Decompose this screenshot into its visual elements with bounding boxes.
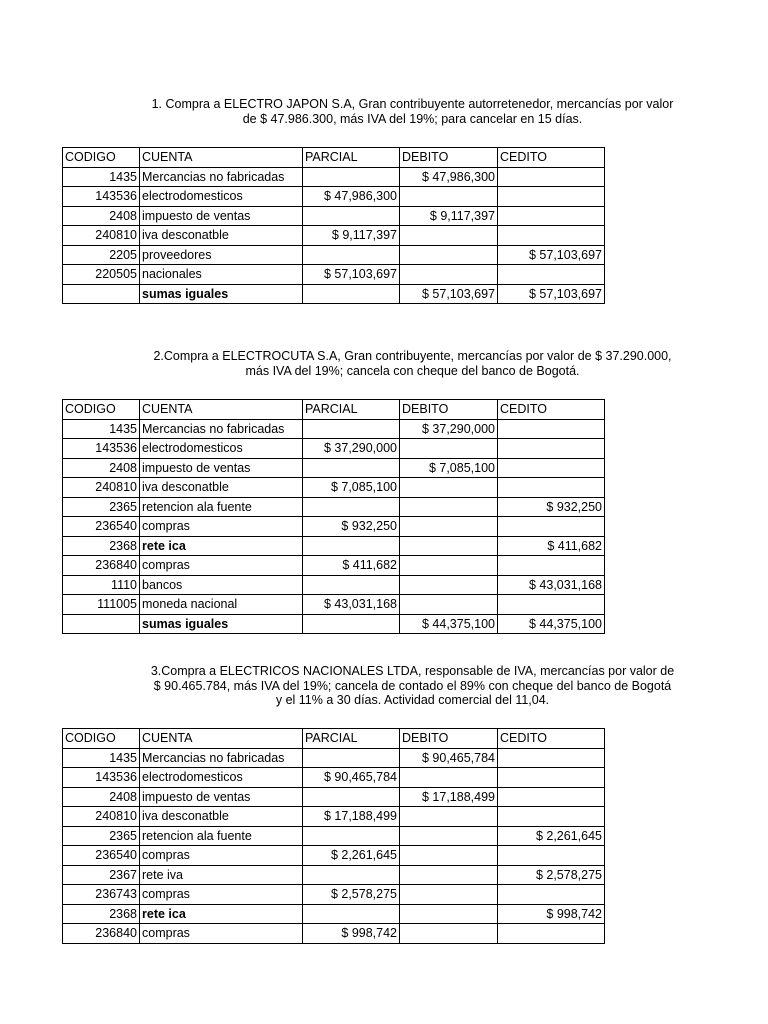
table-row xyxy=(63,497,605,517)
cell-codigo: 111005 xyxy=(63,595,140,615)
cell-parcial: $ 17,188,499 xyxy=(303,807,400,827)
cell-credito xyxy=(498,206,605,226)
cell-debito xyxy=(400,846,498,866)
cell-codigo: 2205 xyxy=(63,245,140,265)
cell-credito xyxy=(498,787,605,807)
table-header-row xyxy=(63,400,605,420)
cell-debito: $ 9,117,397 xyxy=(400,206,498,226)
cell-parcial xyxy=(303,575,400,595)
cell-cuenta: rete ica xyxy=(140,536,303,556)
cell-credito xyxy=(498,748,605,768)
cell-credito: $ 2,578,275 xyxy=(498,865,605,885)
table-row xyxy=(63,748,605,768)
cell-parcial: $ 43,031,168 xyxy=(303,595,400,615)
cell-codigo: 2408 xyxy=(63,787,140,807)
cell-cuenta: Mercancias no fabricadas xyxy=(140,419,303,439)
cell-codigo: 236540 xyxy=(63,846,140,866)
table-row xyxy=(63,458,605,478)
cell-credito: $ 998,742 xyxy=(498,904,605,924)
cell-credito xyxy=(498,478,605,498)
cell-codigo: 220505 xyxy=(63,265,140,285)
cell-codigo: 240810 xyxy=(63,807,140,827)
cell-credito xyxy=(498,226,605,246)
cell-cuenta: retencion ala fuente xyxy=(140,826,303,846)
totals-row xyxy=(63,284,605,304)
cell-parcial: $ 7,085,100 xyxy=(303,478,400,498)
cell-credito: $ 411,682 xyxy=(498,536,605,556)
header-credito: CEDITO xyxy=(498,400,605,420)
cell-cuenta: bancos xyxy=(140,575,303,595)
cell-cuenta: nacionales xyxy=(140,265,303,285)
header-cuenta: CUENTA xyxy=(140,729,303,749)
cell-parcial: $ 9,117,397 xyxy=(303,226,400,246)
cell-codigo: 1435 xyxy=(63,748,140,768)
table-row xyxy=(63,556,605,576)
cell-cuenta: retencion ala fuente xyxy=(140,497,303,517)
cell-debito xyxy=(400,575,498,595)
cell-cuenta: electrodomesticos xyxy=(140,187,303,207)
cell-parcial xyxy=(303,787,400,807)
cell-debito xyxy=(400,536,498,556)
cell-debito xyxy=(400,497,498,517)
entry-3-description: 3.Compra a ELECTRICOS NACIONALES LTDA, responsable de IVA, mercancías por valor de $ 90.465.784, más IVA del 19%; cancela de contado el 89% con cheque del banco de Bogotá y el 11% a 30 días. Actividad comercial del 11,04. xyxy=(150,664,675,707)
cell-parcial xyxy=(303,284,400,304)
cell-debito: $ 47,986,300 xyxy=(400,167,498,187)
cell-debito xyxy=(400,187,498,207)
cell-parcial: $ 2,261,645 xyxy=(303,846,400,866)
cell-parcial xyxy=(303,167,400,187)
cell-codigo: 2365 xyxy=(63,497,140,517)
cell-cuenta: iva desconatble xyxy=(140,226,303,246)
cell-codigo: 240810 xyxy=(63,226,140,246)
cell-parcial xyxy=(303,497,400,517)
cell-credito: $ 57,103,697 xyxy=(498,245,605,265)
cell-credito: $ 57,103,697 xyxy=(498,284,605,304)
cell-codigo xyxy=(63,284,140,304)
table-row xyxy=(63,575,605,595)
cell-codigo: 2408 xyxy=(63,458,140,478)
cell-parcial: $ 47,986,300 xyxy=(303,187,400,207)
cell-debito: $ 37,290,000 xyxy=(400,419,498,439)
cell-cuenta: compras xyxy=(140,846,303,866)
cell-parcial xyxy=(303,865,400,885)
table-row xyxy=(63,865,605,885)
cell-cuenta: rete ica xyxy=(140,904,303,924)
entry-1-description: 1. Compra a ELECTRO JAPON S.A, Gran contribuyente autorretenedor, mercancías por valor de $ 47.986.300, más IVA del 19%; para cancelar en 15 días. xyxy=(151,97,674,126)
table-row xyxy=(63,885,605,905)
cell-parcial xyxy=(303,419,400,439)
totals-row xyxy=(63,614,605,634)
header-cuenta: CUENTA xyxy=(140,400,303,420)
cell-parcial xyxy=(303,826,400,846)
header-debito: DEBITO xyxy=(400,148,498,168)
cell-codigo: 236743 xyxy=(63,885,140,905)
cell-cuenta: impuesto de ventas xyxy=(140,787,303,807)
cell-parcial xyxy=(303,614,400,634)
cell-credito xyxy=(498,556,605,576)
table-row xyxy=(63,187,605,207)
cell-credito xyxy=(498,807,605,827)
cell-cuenta: compras xyxy=(140,885,303,905)
table-row xyxy=(63,807,605,827)
cell-debito xyxy=(400,517,498,537)
cell-debito xyxy=(400,265,498,285)
cell-credito xyxy=(498,595,605,615)
cell-codigo: 2408 xyxy=(63,206,140,226)
cell-codigo: 2365 xyxy=(63,826,140,846)
cell-cuenta: compras xyxy=(140,924,303,944)
cell-cuenta: impuesto de ventas xyxy=(140,458,303,478)
cell-cuenta: Mercancias no fabricadas xyxy=(140,748,303,768)
header-credito: CEDITO xyxy=(498,148,605,168)
cell-credito: $ 44,375,100 xyxy=(498,614,605,634)
cell-parcial xyxy=(303,458,400,478)
table-row xyxy=(63,826,605,846)
cell-codigo: 236840 xyxy=(63,556,140,576)
cell-debito: $ 57,103,697 xyxy=(400,284,498,304)
cell-debito xyxy=(400,226,498,246)
entry-1-table xyxy=(62,147,605,304)
cell-parcial xyxy=(303,904,400,924)
header-credito: CEDITO xyxy=(498,729,605,749)
cell-debito xyxy=(400,439,498,459)
cell-cuenta: moneda nacional xyxy=(140,595,303,615)
cell-debito: $ 17,188,499 xyxy=(400,787,498,807)
header-codigo: CODIGO xyxy=(63,148,140,168)
cell-debito: $ 7,085,100 xyxy=(400,458,498,478)
cell-parcial xyxy=(303,748,400,768)
cell-cuenta: electrodomesticos xyxy=(140,439,303,459)
cell-debito: $ 90,465,784 xyxy=(400,748,498,768)
table-row xyxy=(63,439,605,459)
table-row xyxy=(63,517,605,537)
cell-codigo: 143536 xyxy=(63,439,140,459)
table-row xyxy=(63,167,605,187)
cell-cuenta: electrodomesticos xyxy=(140,768,303,788)
cell-codigo: 236840 xyxy=(63,924,140,944)
cell-credito xyxy=(498,885,605,905)
table-row xyxy=(63,846,605,866)
cell-credito xyxy=(498,458,605,478)
cell-credito xyxy=(498,419,605,439)
cell-credito xyxy=(498,265,605,285)
cell-parcial: $ 998,742 xyxy=(303,924,400,944)
cell-debito xyxy=(400,807,498,827)
header-codigo: CODIGO xyxy=(63,400,140,420)
table-row xyxy=(63,265,605,285)
cell-cuenta: proveedores xyxy=(140,245,303,265)
cell-debito xyxy=(400,865,498,885)
header-debito: DEBITO xyxy=(400,400,498,420)
cell-codigo xyxy=(63,614,140,634)
cell-parcial xyxy=(303,206,400,226)
cell-codigo: 1435 xyxy=(63,419,140,439)
cell-cuenta: compras xyxy=(140,556,303,576)
cell-parcial xyxy=(303,536,400,556)
entry-2-description: 2.Compra a ELECTROCUTA S.A, Gran contribuyente, mercancías por valor de $ 37.290.000, más IVA del 19%; cancela con cheque del banco de Bogotá. xyxy=(153,349,672,378)
cell-cuenta: rete iva xyxy=(140,865,303,885)
cell-credito xyxy=(498,167,605,187)
cell-debito: $ 44,375,100 xyxy=(400,614,498,634)
cell-credito xyxy=(498,187,605,207)
table-row xyxy=(63,904,605,924)
cell-codigo: 240810 xyxy=(63,478,140,498)
cell-credito xyxy=(498,846,605,866)
cell-debito xyxy=(400,768,498,788)
table-row xyxy=(63,226,605,246)
header-codigo: CODIGO xyxy=(63,729,140,749)
cell-credito xyxy=(498,439,605,459)
cell-cuenta: sumas iguales xyxy=(140,284,303,304)
cell-codigo: 1110 xyxy=(63,575,140,595)
cell-cuenta: sumas iguales xyxy=(140,614,303,634)
cell-credito xyxy=(498,517,605,537)
cell-debito xyxy=(400,885,498,905)
table-row xyxy=(63,245,605,265)
cell-debito xyxy=(400,924,498,944)
table-header-row xyxy=(63,148,605,168)
cell-parcial: $ 57,103,697 xyxy=(303,265,400,285)
table-header-row xyxy=(63,729,605,749)
cell-codigo: 2368 xyxy=(63,536,140,556)
cell-debito xyxy=(400,826,498,846)
cell-codigo: 143536 xyxy=(63,768,140,788)
header-debito: DEBITO xyxy=(400,729,498,749)
cell-codigo: 2367 xyxy=(63,865,140,885)
header-parcial: PARCIAL xyxy=(303,729,400,749)
cell-debito xyxy=(400,556,498,576)
cell-cuenta: iva desconatble xyxy=(140,807,303,827)
cell-codigo: 1435 xyxy=(63,167,140,187)
cell-codigo: 2368 xyxy=(63,904,140,924)
cell-debito xyxy=(400,595,498,615)
table-row xyxy=(63,478,605,498)
cell-parcial: $ 37,290,000 xyxy=(303,439,400,459)
cell-debito xyxy=(400,904,498,924)
cell-credito: $ 2,261,645 xyxy=(498,826,605,846)
cell-parcial: $ 932,250 xyxy=(303,517,400,537)
cell-credito: $ 43,031,168 xyxy=(498,575,605,595)
header-parcial: PARCIAL xyxy=(303,148,400,168)
cell-credito: $ 932,250 xyxy=(498,497,605,517)
cell-cuenta: iva desconatble xyxy=(140,478,303,498)
table-row xyxy=(63,419,605,439)
table-row xyxy=(63,924,605,944)
cell-codigo: 236540 xyxy=(63,517,140,537)
header-cuenta: CUENTA xyxy=(140,148,303,168)
cell-credito xyxy=(498,924,605,944)
table-row xyxy=(63,206,605,226)
cell-parcial: $ 90,465,784 xyxy=(303,768,400,788)
table-row xyxy=(63,768,605,788)
table-row xyxy=(63,595,605,615)
cell-parcial: $ 411,682 xyxy=(303,556,400,576)
cell-cuenta: compras xyxy=(140,517,303,537)
entry-2-table xyxy=(62,399,605,634)
cell-debito xyxy=(400,245,498,265)
table-row xyxy=(63,787,605,807)
header-parcial: PARCIAL xyxy=(303,400,400,420)
cell-debito xyxy=(400,478,498,498)
cell-parcial xyxy=(303,245,400,265)
cell-credito xyxy=(498,768,605,788)
cell-parcial: $ 2,578,275 xyxy=(303,885,400,905)
table-row xyxy=(63,536,605,556)
entry-3-table xyxy=(62,728,605,944)
cell-cuenta: Mercancias no fabricadas xyxy=(140,167,303,187)
cell-codigo: 143536 xyxy=(63,187,140,207)
cell-cuenta: impuesto de ventas xyxy=(140,206,303,226)
